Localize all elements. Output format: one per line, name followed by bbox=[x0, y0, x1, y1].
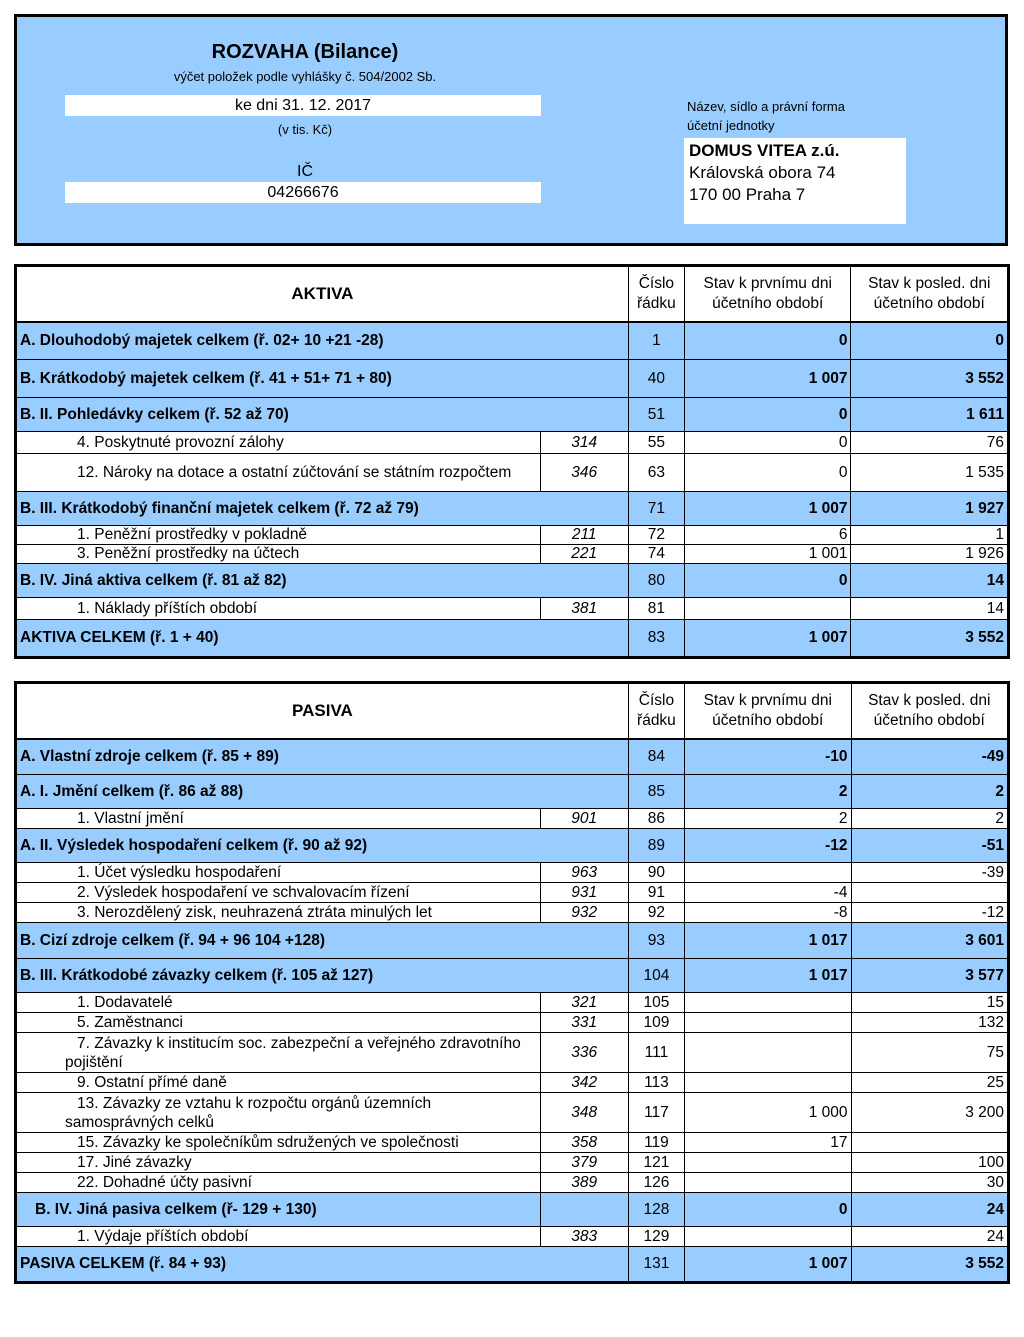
pasiva-row-119 bbox=[16, 1133, 1009, 1153]
value-last-day: 15 bbox=[851, 993, 1009, 1013]
value-last-day: 3 577 bbox=[851, 959, 1009, 993]
value-last-day: -12 bbox=[851, 903, 1009, 923]
row-number: 55 bbox=[628, 432, 684, 454]
aktiva-title: AKTIVA bbox=[16, 266, 629, 322]
value-last-day: 2 bbox=[851, 809, 1009, 829]
account-number: 381 bbox=[540, 598, 628, 620]
pasiva-row-92 bbox=[16, 903, 1009, 923]
value-last-day: 0 bbox=[851, 322, 1009, 360]
aktiva-header-row bbox=[16, 266, 1009, 322]
section-label: B. III. Krátkodobý finanční majetek celkem (ř. 72 až 79) bbox=[16, 492, 629, 526]
value-first-day bbox=[685, 863, 852, 883]
row-number: 111 bbox=[628, 1033, 684, 1073]
account-number: 932 bbox=[540, 903, 628, 923]
item-label: 7. Závazky k institucím soc. zabezpeční a veřejného zdravotního pojištění bbox=[16, 1033, 541, 1073]
account-number: 379 bbox=[540, 1153, 628, 1173]
value-first-day: 2 bbox=[685, 775, 852, 809]
item-label: 4. Poskytnuté provozní zálohy bbox=[16, 432, 541, 454]
row-number: 105 bbox=[628, 993, 684, 1013]
row-number: 85 bbox=[628, 775, 684, 809]
value-last-day: 14 bbox=[851, 564, 1009, 598]
pasiva-row-117 bbox=[16, 1093, 1009, 1133]
row-number: 109 bbox=[628, 1013, 684, 1033]
value-first-day: 1 017 bbox=[685, 959, 852, 993]
col-last-line-1: Stav k posled. dni bbox=[868, 274, 991, 292]
col-first-line-2: účetního období bbox=[712, 711, 824, 729]
col-row-line-1: Číslo bbox=[638, 691, 675, 709]
account-number: 348 bbox=[540, 1093, 628, 1133]
item-label: 1. Výdaje příštích období bbox=[16, 1227, 541, 1247]
row-number: 104 bbox=[628, 959, 684, 993]
item-label: 1. Účet výsledku hospodaření bbox=[16, 863, 541, 883]
total-label: AKTIVA CELKEM (ř. 1 + 40) bbox=[16, 620, 629, 658]
section-label: B. Cizí zdroje celkem (ř. 94 + 96 104 +128) bbox=[16, 923, 629, 959]
col-row-line-2: řádku bbox=[637, 711, 676, 729]
entity-box bbox=[684, 138, 906, 224]
value-last-day: 100 bbox=[851, 1153, 1009, 1173]
value-last-day: 24 bbox=[851, 1193, 1009, 1227]
item-label: 3. Nerozdělený zisk, neuhrazená ztráta minulých let bbox=[16, 903, 541, 923]
aktiva-row-1 bbox=[16, 322, 1009, 360]
value-last-day: 1 927 bbox=[851, 492, 1009, 526]
value-first-day bbox=[685, 1073, 852, 1093]
row-number: 92 bbox=[628, 903, 684, 923]
pasiva-row-129 bbox=[16, 1227, 1009, 1247]
value-first-day: 1 000 bbox=[685, 1093, 852, 1133]
col-first-line-1: Stav k prvnímu dni bbox=[703, 274, 832, 292]
value-last-day: 1 926 bbox=[851, 545, 1009, 564]
account-number: 314 bbox=[540, 432, 628, 454]
account-number: 211 bbox=[540, 526, 628, 545]
empty-cell bbox=[540, 1193, 628, 1227]
value-last-day: 3 200 bbox=[851, 1093, 1009, 1133]
item-label: 1. Náklady příštích období bbox=[16, 598, 541, 620]
value-first-day: 0 bbox=[684, 454, 851, 492]
pasiva-row-105 bbox=[16, 993, 1009, 1013]
value-first-day bbox=[685, 1033, 852, 1073]
pasiva-col-row bbox=[628, 683, 684, 739]
account-number: 221 bbox=[540, 545, 628, 564]
value-first-day: 1 007 bbox=[684, 492, 851, 526]
pasiva-row-131 bbox=[16, 1247, 1009, 1283]
aktiva-row-83 bbox=[16, 620, 1009, 658]
account-number: 358 bbox=[540, 1133, 628, 1153]
row-number: 128 bbox=[628, 1193, 684, 1227]
value-first-day bbox=[685, 1227, 852, 1247]
row-number: 89 bbox=[628, 829, 684, 863]
item-label: 1. Vlastní jmění bbox=[16, 809, 541, 829]
report-title: ROZVAHA (Bilance) bbox=[211, 41, 399, 63]
section-label: B. IV. Jiná aktiva celkem (ř. 81 až 82) bbox=[16, 564, 629, 598]
item-label: 5. Zaměstnanci bbox=[16, 1013, 541, 1033]
col-row-line-2: řádku bbox=[637, 294, 676, 312]
account-number: 963 bbox=[540, 863, 628, 883]
value-first-day: 0 bbox=[684, 322, 851, 360]
aktiva-table bbox=[14, 264, 1010, 659]
value-first-day: -12 bbox=[685, 829, 852, 863]
section-label: B. IV. Jiná pasiva celkem (ř- 129 + 130) bbox=[16, 1193, 541, 1227]
value-last-day: 1 bbox=[851, 526, 1009, 545]
value-first-day: -4 bbox=[685, 883, 852, 903]
ic-value: 04266676 bbox=[65, 182, 541, 203]
row-number: 91 bbox=[628, 883, 684, 903]
pasiva-row-111 bbox=[16, 1033, 1009, 1073]
value-first-day bbox=[684, 598, 851, 620]
report-header bbox=[14, 14, 1008, 246]
account-number: 931 bbox=[540, 883, 628, 903]
aktiva-row-71 bbox=[16, 492, 1009, 526]
pasiva-title: PASIVA bbox=[16, 683, 629, 739]
row-number: 119 bbox=[628, 1133, 684, 1153]
row-number: 40 bbox=[628, 360, 684, 398]
account-number: 901 bbox=[540, 809, 628, 829]
aktiva-row-72 bbox=[16, 526, 1009, 545]
row-number: 74 bbox=[628, 545, 684, 564]
row-number: 83 bbox=[628, 620, 684, 658]
pasiva-row-104 bbox=[16, 959, 1009, 993]
col-first-line-2: účetního období bbox=[712, 294, 824, 312]
account-number: 331 bbox=[540, 1013, 628, 1033]
row-number: 93 bbox=[628, 923, 684, 959]
col-last-line-2: účetního období bbox=[873, 711, 985, 729]
aktiva-col-row bbox=[628, 266, 684, 322]
row-number: 71 bbox=[628, 492, 684, 526]
value-last-day bbox=[851, 883, 1009, 903]
value-last-day: 24 bbox=[851, 1227, 1009, 1247]
value-last-day: 3 552 bbox=[851, 1247, 1009, 1283]
row-number: 121 bbox=[628, 1153, 684, 1173]
pasiva-row-90 bbox=[16, 863, 1009, 883]
units-label: (v tis. Kč) bbox=[277, 122, 333, 137]
row-number: 131 bbox=[628, 1247, 684, 1283]
value-last-day: 14 bbox=[851, 598, 1009, 620]
value-last-day: 1 611 bbox=[851, 398, 1009, 432]
value-first-day: 1 017 bbox=[685, 923, 852, 959]
section-label: B. II. Pohledávky celkem (ř. 52 až 70) bbox=[16, 398, 629, 432]
value-first-day: 2 bbox=[685, 809, 852, 829]
pasiva-row-86 bbox=[16, 809, 1009, 829]
pasiva-header-row bbox=[16, 683, 1009, 739]
pasiva-row-84 bbox=[16, 739, 1009, 775]
value-last-day: 30 bbox=[851, 1173, 1009, 1193]
value-first-day: 1 001 bbox=[684, 545, 851, 564]
pasiva-row-126 bbox=[16, 1173, 1009, 1193]
value-first-day bbox=[685, 1173, 852, 1193]
item-label: 17. Jiné závazky bbox=[16, 1153, 541, 1173]
aktiva-col-last bbox=[851, 266, 1009, 322]
aktiva-row-51 bbox=[16, 398, 1009, 432]
item-label: 3. Peněžní prostředky na účtech bbox=[16, 545, 541, 564]
value-first-day bbox=[685, 1013, 852, 1033]
account-number: 383 bbox=[540, 1227, 628, 1247]
item-label: 2. Výsledek hospodaření ve schvalovacím řízení bbox=[16, 883, 541, 903]
account-number: 346 bbox=[540, 454, 628, 492]
col-first-line-1: Stav k prvnímu dni bbox=[703, 691, 832, 709]
value-first-day: 0 bbox=[684, 432, 851, 454]
value-last-day bbox=[851, 1133, 1009, 1153]
account-number: 389 bbox=[540, 1173, 628, 1193]
account-number: 321 bbox=[540, 993, 628, 1013]
aktiva-row-81 bbox=[16, 598, 1009, 620]
col-row-line-1: Číslo bbox=[638, 274, 675, 292]
account-number: 336 bbox=[540, 1033, 628, 1073]
entity-label-line-2: účetní jednotky bbox=[687, 118, 775, 133]
value-last-day: 3 601 bbox=[851, 923, 1009, 959]
value-first-day: -10 bbox=[685, 739, 852, 775]
value-last-day: -51 bbox=[851, 829, 1009, 863]
item-label: 22. Dohadné účty pasivní bbox=[16, 1173, 541, 1193]
row-number: 1 bbox=[628, 322, 684, 360]
row-number: 72 bbox=[628, 526, 684, 545]
entity-label-line-1: Název, sídlo a právní forma bbox=[687, 99, 845, 114]
account-number: 342 bbox=[540, 1073, 628, 1093]
row-number: 84 bbox=[628, 739, 684, 775]
pasiva-row-121 bbox=[16, 1153, 1009, 1173]
aktiva-row-55 bbox=[16, 432, 1009, 454]
pasiva-row-128 bbox=[16, 1193, 1009, 1227]
row-number: 90 bbox=[628, 863, 684, 883]
ic-label: IČ bbox=[297, 163, 313, 180]
item-label: 9. Ostatní přímé daně bbox=[16, 1073, 541, 1093]
aktiva-row-63 bbox=[16, 454, 1009, 492]
pasiva-row-85 bbox=[16, 775, 1009, 809]
aktiva-col-first bbox=[684, 266, 851, 322]
row-number: 113 bbox=[628, 1073, 684, 1093]
value-last-day: 76 bbox=[851, 432, 1009, 454]
row-number: 117 bbox=[628, 1093, 684, 1133]
row-number: 80 bbox=[628, 564, 684, 598]
value-last-day: 2 bbox=[851, 775, 1009, 809]
entity-street: Královská obora 74 bbox=[689, 163, 836, 182]
section-label: A. I. Jmění celkem (ř. 86 až 88) bbox=[16, 775, 629, 809]
pasiva-col-first bbox=[685, 683, 852, 739]
pasiva-row-109 bbox=[16, 1013, 1009, 1033]
value-last-day: 1 535 bbox=[851, 454, 1009, 492]
col-last-line-1: Stav k posled. dni bbox=[868, 691, 991, 709]
section-label: A. II. Výsledek hospodaření celkem (ř. 90 až 92) bbox=[16, 829, 629, 863]
pasiva-row-113 bbox=[16, 1073, 1009, 1093]
row-number: 81 bbox=[628, 598, 684, 620]
pasiva-col-last bbox=[851, 683, 1009, 739]
value-last-day: 3 552 bbox=[851, 360, 1009, 398]
row-number: 51 bbox=[628, 398, 684, 432]
entity-city: 170 00 Praha 7 bbox=[689, 185, 806, 204]
section-label: B. Krátkodobý majetek celkem (ř. 41 + 51+ 71 + 80) bbox=[16, 360, 629, 398]
item-label: 15. Závazky ke společníkům sdružených ve společnosti bbox=[16, 1133, 541, 1153]
row-number: 129 bbox=[628, 1227, 684, 1247]
entity-name: DOMUS VITEA z.ú. bbox=[689, 141, 840, 160]
row-number: 86 bbox=[628, 809, 684, 829]
value-first-day bbox=[685, 1153, 852, 1173]
value-first-day: 6 bbox=[684, 526, 851, 545]
section-label: B. III. Krátkodobé závazky celkem (ř. 105 až 127) bbox=[16, 959, 629, 993]
pasiva-row-93 bbox=[16, 923, 1009, 959]
col-last-line-2: účetního období bbox=[873, 294, 985, 312]
item-label: 12. Nároky na dotace a ostatní zúčtování se státním rozpočtem bbox=[16, 454, 541, 492]
value-last-day: 75 bbox=[851, 1033, 1009, 1073]
value-last-day: -49 bbox=[851, 739, 1009, 775]
pasiva-row-91 bbox=[16, 883, 1009, 903]
total-label: PASIVA CELKEM (ř. 84 + 93) bbox=[16, 1247, 629, 1283]
value-last-day: 25 bbox=[851, 1073, 1009, 1093]
value-first-day: 0 bbox=[685, 1193, 852, 1227]
row-number: 63 bbox=[628, 454, 684, 492]
value-first-day: 0 bbox=[684, 398, 851, 432]
item-label: 1. Peněžní prostředky v pokladně bbox=[16, 526, 541, 545]
pasiva-table bbox=[14, 681, 1010, 1284]
entity-label bbox=[687, 97, 907, 135]
value-first-day: 1 007 bbox=[685, 1247, 852, 1283]
section-label: A. Vlastní zdroje celkem (ř. 85 + 89) bbox=[16, 739, 629, 775]
aktiva-row-40 bbox=[16, 360, 1009, 398]
value-last-day: 132 bbox=[851, 1013, 1009, 1033]
value-first-day bbox=[685, 993, 852, 1013]
value-first-day: 1 007 bbox=[684, 620, 851, 658]
value-first-day: 17 bbox=[685, 1133, 852, 1153]
pasiva-row-89 bbox=[16, 829, 1009, 863]
row-number: 126 bbox=[628, 1173, 684, 1193]
report-date: ke dni 31. 12. 2017 bbox=[65, 95, 541, 116]
section-label: A. Dlouhodobý majetek celkem (ř. 02+ 10 +21 -28) bbox=[16, 322, 629, 360]
value-last-day: -39 bbox=[851, 863, 1009, 883]
report-subtitle: výčet položek podle vyhlášky č. 504/2002 Sb. bbox=[173, 69, 437, 84]
value-first-day: 1 007 bbox=[684, 360, 851, 398]
item-label: 13. Závazky ze vztahu k rozpočtu orgánů územních samosprávných celků bbox=[16, 1093, 541, 1133]
value-last-day: 3 552 bbox=[851, 620, 1009, 658]
aktiva-row-74 bbox=[16, 545, 1009, 564]
item-label: 1. Dodavatelé bbox=[16, 993, 541, 1013]
value-first-day: 0 bbox=[684, 564, 851, 598]
value-first-day: -8 bbox=[685, 903, 852, 923]
aktiva-row-80 bbox=[16, 564, 1009, 598]
